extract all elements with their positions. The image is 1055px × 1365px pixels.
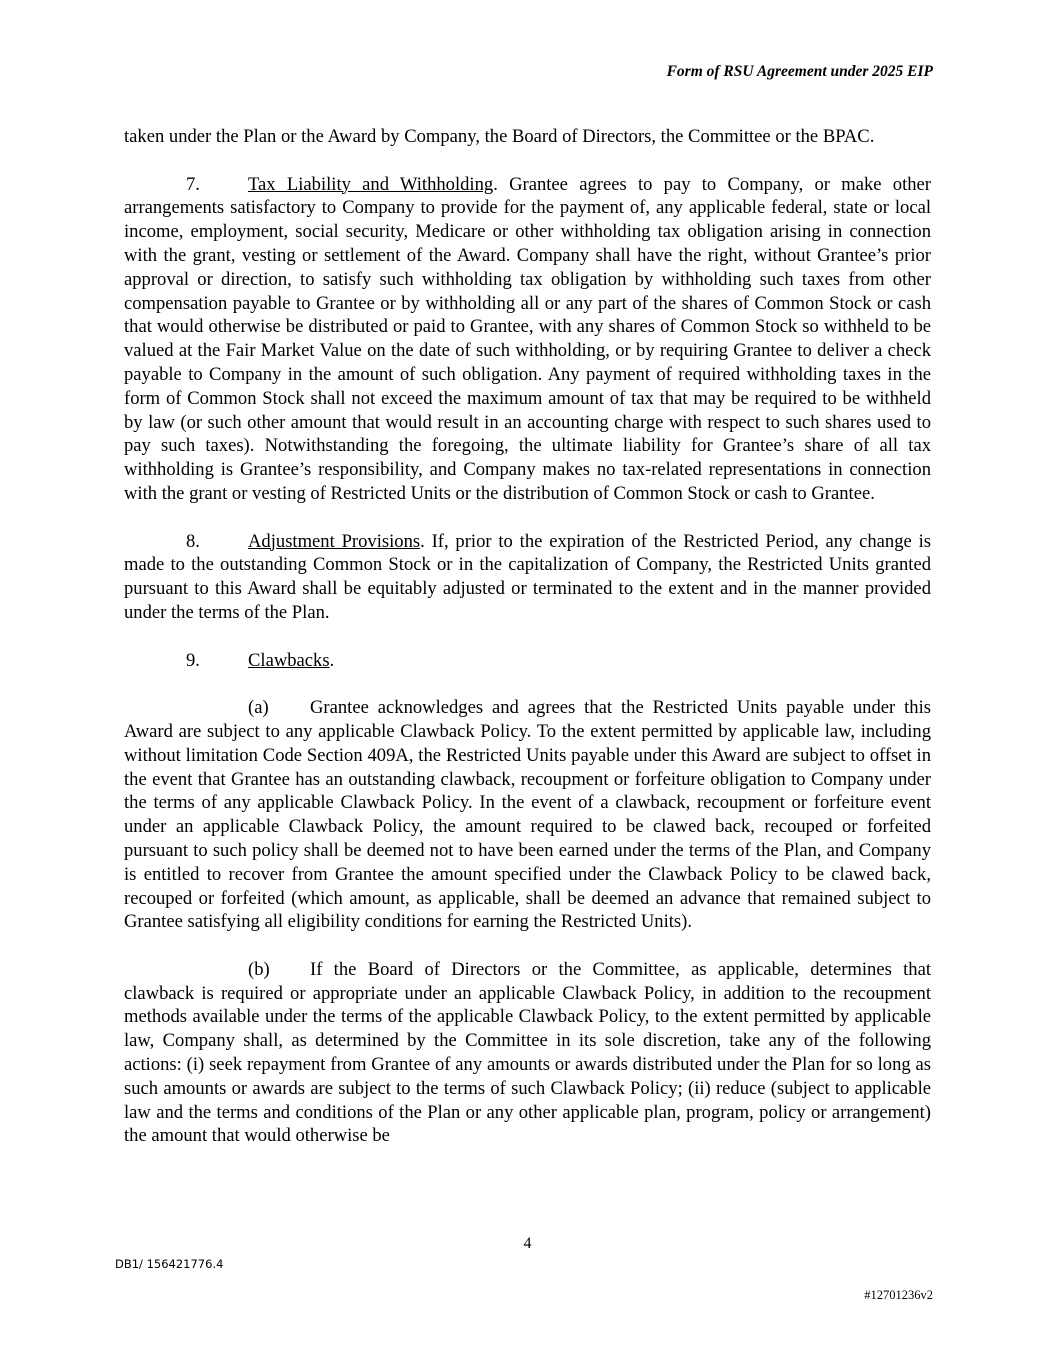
section-8-number: 8. (186, 530, 200, 552)
section-9a-label: (a) (248, 697, 269, 719)
section-9-heading-period: . (329, 649, 335, 671)
page-number: 4 (523, 1235, 532, 1252)
section-9-heading-paragraph (124, 649, 931, 673)
section-9a-paragraph (124, 696, 931, 934)
section-9b-text: If the Board of Directors or the Committee, as applicable, determines that clawback is required or appropriate under an applicable Clawback Policy, in addition to the recoupment methods available under the terms of the applicable Clawback Policy, to the extent permitted by applicable law, Company shall, as determined by the Committee in its sole discretion, take any of the following actions: (i) seek repayment from Grantee of any amounts or awards distributed under the Plan for so long as such amounts or awards are subject to the terms of such Clawback Policy; (ii) reduce (subject to applicable law and the terms and conditions of the Plan or any other applicable plan, program, policy or arrangement) the amount that would otherwise be (124, 958, 931, 1147)
section-7-text: . Grantee agrees to pay to Company, or make other arrangements satisfactory to Company to provide for the payment of, any applicable federal, state or local income, employment, social security, Medicare or other withholding tax obligation arising in connection with the grant, vesting or settlement of the Award. Company shall have the right, without Grantee’s prior approval or direction, to satisfy such withholding tax obligation by withholding such taxes from other compensation payable to Grantee or by withholding all or any part of the shares of Common Stock or cash that would otherwise be distributed or paid to Grantee, with any shares of Common Stock so withheld to be valued at the Fair Market Value on the date of such withholding, or by requiring Grantee to deliver a check payable to Company in the amount of such obligation. Any payment of required withholding taxes in the form of Common Stock shall not exceed the maximum amount of tax that may be required to be withheld by law (or such other amount that would result in an accounting charge with respect to such shares used to pay such taxes). Notwithstanding the foregoing, the ultimate liability for Grantee’s share of all tax withholding is Grantee’s responsibility, and Company makes no tax-related representations in connection with the grant or vesting of Restricted Units or the distribution of Common Stock or cash to Grantee. (124, 173, 931, 504)
section-9a-text: Grantee acknowledges and agrees that the Restricted Units payable under this Award are subject to any applicable Clawback Policy. To the extent permitted by applicable law, including without limitation Code Section 409A, the Restricted Units payable under this Award are subject to offset in the event that Grantee has an outstanding clawback, recoupment or forfeiture obligation to Company under the terms of any applicable Clawback Policy. In the event of a clawback, recoupment or forfeiture event under an applicable Clawback Policy, the amount required to be clawed back, recouped or forfeited pursuant to such policy shall be deemed not to have been earned under the terms of the Plan, and Company is entitled to recover from Grantee the amount specified under the Clawback Policy to be clawed back, recouped or forfeited (which amount, as applicable, shall be deemed an advance that remained subject to Grantee satisfying all eligibility conditions for earning the Restricted Units). (124, 697, 931, 933)
section-9-heading: Clawbacks (248, 649, 330, 671)
continuation-paragraph: taken under the Plan or the Award by Company, the Board of Directors, the Committee or the BPAC. (124, 126, 875, 147)
section-9b-label: (b) (248, 958, 270, 980)
section-9-number: 9. (186, 649, 200, 671)
section-8-heading: Adjustment Provisions (248, 530, 421, 552)
document-reference: #12701236v2 (864, 1288, 933, 1302)
section-7-paragraph (124, 173, 931, 506)
section-7-number: 7. (186, 173, 200, 195)
section-8-paragraph (124, 530, 931, 625)
document-header-title: Form of RSU Agreement under 2025 EIP (666, 63, 933, 80)
document-body (124, 125, 931, 1148)
document-id: DB1/ 156421776.4 (115, 1257, 224, 1271)
section-8-text: . If, prior to the expiration of the Restricted Period, any change is made to the outstanding Common Stock or in the capitalization of Company, the Restricted Units granted pursuant to this Award shall be equitably adjusted or terminated to the extent and in the manner provided under the terms of the Plan. (124, 530, 931, 623)
section-7-heading: Tax Liability and Withholding (248, 173, 494, 195)
section-9b-paragraph (124, 958, 931, 1148)
